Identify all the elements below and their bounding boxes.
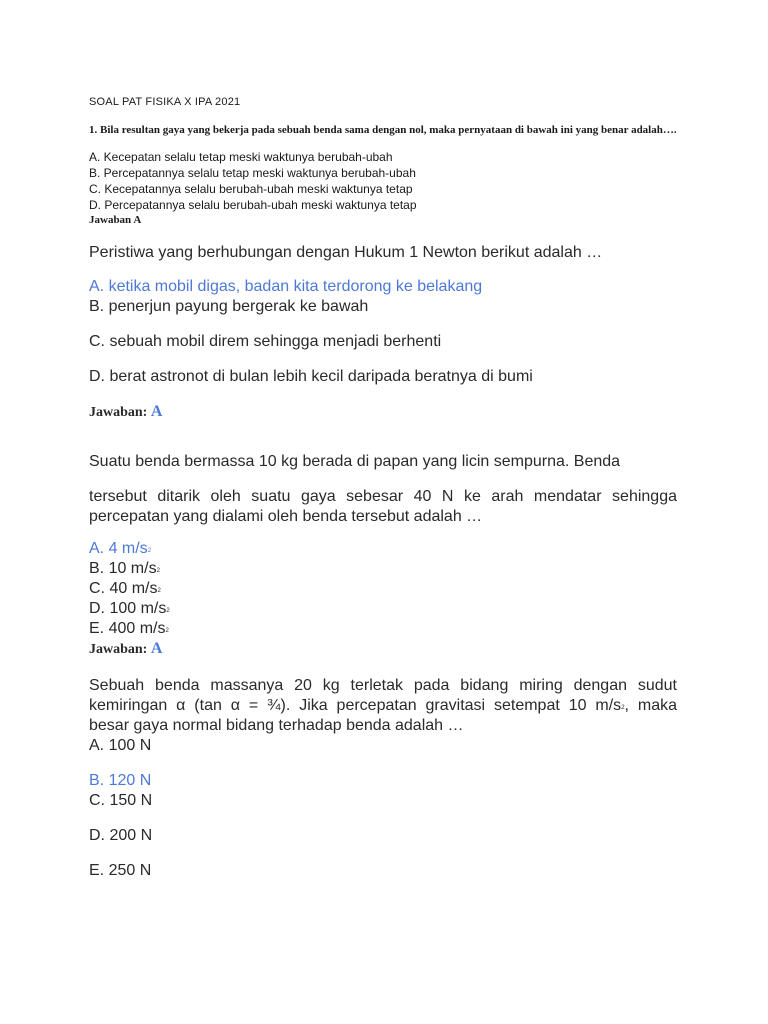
- document-page: [89, 96, 677, 881]
- question-2-answer-letter: A: [150, 403, 163, 420]
- question-4-line-2: kemiringan α (tan α = ¾). Jika percepatan gravitasi setempat 10 $m/s^2$, maka: [89, 697, 678, 714]
- question-3-answer-label: Jawaban:: [89, 642, 148, 657]
- question-4-line-1: Sebuah benda massanya 20 kg terletak pada bidang miring dengan sudut: [89, 677, 677, 694]
- question-4-option-a: A. 100 N: [89, 737, 152, 754]
- question-2-text: Peristiwa yang berhubungan dengan Hukum 1 Newton berikut adalah …: [89, 244, 603, 261]
- question-3-option-c: C. 40 $m/s^2$: [89, 580, 161, 597]
- question-2-option-a: A. ketika mobil digas, badan kita terdorong ke belakang: [89, 278, 483, 295]
- document-title: SOAL PAT FISIKA X IPA 2021: [89, 96, 241, 108]
- question-2-option-d: D. berat astronot di bulan lebih kecil daripada beratnya di bumi: [89, 368, 533, 385]
- question-1-text: 1. Bila resultan gaya yang bekerja pada sebuah benda sama dengan nol, maka pernyataan di bawah ini yang benar adalah….: [89, 124, 677, 136]
- question-1-answer: Jawaban A: [89, 214, 142, 226]
- question-1-option-d: D. Percepatannya selalu berubah-ubah meski waktunya tetap: [89, 198, 417, 212]
- question-2-option-c: C. sebuah mobil direm sehingga menjadi berhenti: [89, 333, 442, 350]
- question-3-option-b: B. 10 $m/s^2$: [89, 560, 160, 577]
- question-3-line-2: tersebut ditarik oleh suatu gaya sebesar 40 N ke arah mendatar sehingga: [89, 488, 677, 505]
- question-2-answer-label: Jawaban:: [89, 405, 148, 420]
- question-4-option-c: C. 150 N: [89, 792, 153, 809]
- question-2-answer: [89, 402, 677, 423]
- question-4-option-e: E. 250 N: [89, 862, 152, 879]
- question-2-option-b: B. penerjun payung bergerak ke bawah: [89, 298, 369, 315]
- question-3-answer-letter: A: [150, 640, 163, 657]
- question-1-option-a: A. Kecepatan selalu tetap meski waktunya berubah-ubah: [89, 150, 393, 164]
- question-3-line-3: percepatan yang dialami oleh benda tersebut adalah …: [89, 508, 483, 525]
- question-4-option-d: D. 200 N: [89, 827, 153, 844]
- question-3-option-e: E. 400 $m/s^2$: [89, 620, 169, 637]
- question-3-option-a: A. 4 $m/s^2$: [89, 540, 152, 557]
- question-3-line-1: Suatu benda bermassa 10 kg berada di papan yang licin sempurna. Benda: [89, 453, 621, 470]
- question-3-answer: [89, 639, 677, 660]
- question-4-option-b: B. 120 N: [89, 772, 152, 789]
- question-1-option-c: C. Kecepatannya selalu berubah-ubah meski waktunya tetap: [89, 182, 413, 196]
- question-4-line-3: besar gaya normal bidang terhadap benda adalah …: [89, 717, 464, 734]
- question-1-option-b: B. Percepatannya selalu tetap meski waktunya berubah-ubah: [89, 166, 416, 180]
- question-3-option-d: D. 100 $m/s^2$: [89, 600, 170, 617]
